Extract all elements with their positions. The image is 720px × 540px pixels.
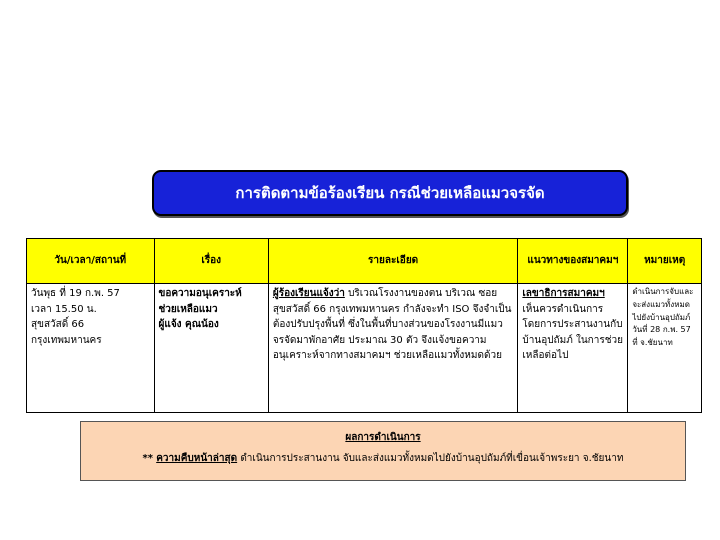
header-guideline: แนวทางของสมาคมฯ xyxy=(518,239,628,284)
reporter-line: ผู้แจ้ง คุณน้อง xyxy=(158,319,219,330)
place-line: สุขสวัสดิ์ 66 xyxy=(31,319,85,330)
header-subject: เรื่อง xyxy=(154,239,268,284)
detail-lead: ผู้ร้องเรียนแจ้งว่า xyxy=(272,288,345,299)
cell-subject xyxy=(154,284,268,413)
note-text: ดำเนินการจับและจะส่งแมวทั้งหมดไปยังบ้านอุปถัมภ์ วันที่ 28 ก.พ. 57 ที่ จ.ชัยนาท xyxy=(632,287,694,348)
header-detail: รายละเอียด xyxy=(268,239,518,284)
page-title-banner xyxy=(152,170,628,216)
guideline-lead: เลขาธิการสมาคมฯ xyxy=(522,288,605,299)
complaint-table xyxy=(26,238,702,413)
header-date: วัน/เวลา/สถานที่ xyxy=(27,239,155,284)
result-line xyxy=(81,451,685,466)
detail-text: บริเวณโรงงานของตน บริเวณ ซอยสุขสวัสดิ์ 66 กรุงเทพมหานคร กำลังจะทำ ISO จึงจำเป็นต้องปรับปรุงพื้นที่ ซึ่งในพื้นที่บางส่วนของโรงงานมีแมวจรจัดมาพักอาศัย ประมาณ 30 ตัว จึงแจ้งขอความอนุเคราะห์จากทางสมาคมฯ ช่วยเหลือแมวทั้งหมดด้วย xyxy=(272,288,512,361)
time-line: เวลา 15.50 น. xyxy=(31,303,97,315)
result-prefix: ** xyxy=(142,453,153,464)
cell-guideline xyxy=(518,284,628,413)
cell-detail xyxy=(268,284,518,413)
guideline-text: เห็นควรดำเนินการ โดยการประสานงานกับบ้านอุปถัมภ์ ในการช่วยเหลือต่อไป xyxy=(522,303,623,361)
date-line: วันพุธ ที่ 19 ก.พ. 57 xyxy=(31,288,120,299)
result-label: ความคืบหน้าล่าสุด xyxy=(156,453,238,464)
city-line: กรุงเทพมหานคร xyxy=(31,334,102,346)
result-text: ดำเนินการประสานงาน จับและส่งแมวทั้งหมดไปยังบ้านอุปถัมภ์ที่เขื่อนเจ้าพระยา จ.ชัยนาท xyxy=(240,453,624,464)
subject-line: ช่วยเหลือแมว xyxy=(158,303,218,315)
subject-line: ขอความอนุเคราะห์ xyxy=(158,288,242,299)
page-title: การติดตามข้อร้องเรียน กรณีช่วยเหลือแมวจรจัด xyxy=(235,184,545,202)
result-title: ผลการดำเนินการ xyxy=(345,432,421,443)
cell-date xyxy=(27,284,155,413)
table-row xyxy=(27,284,702,413)
result-panel xyxy=(80,421,686,481)
cell-note xyxy=(628,284,702,413)
table-header-row xyxy=(27,239,702,284)
header-note: หมายเหตุ xyxy=(628,239,702,284)
